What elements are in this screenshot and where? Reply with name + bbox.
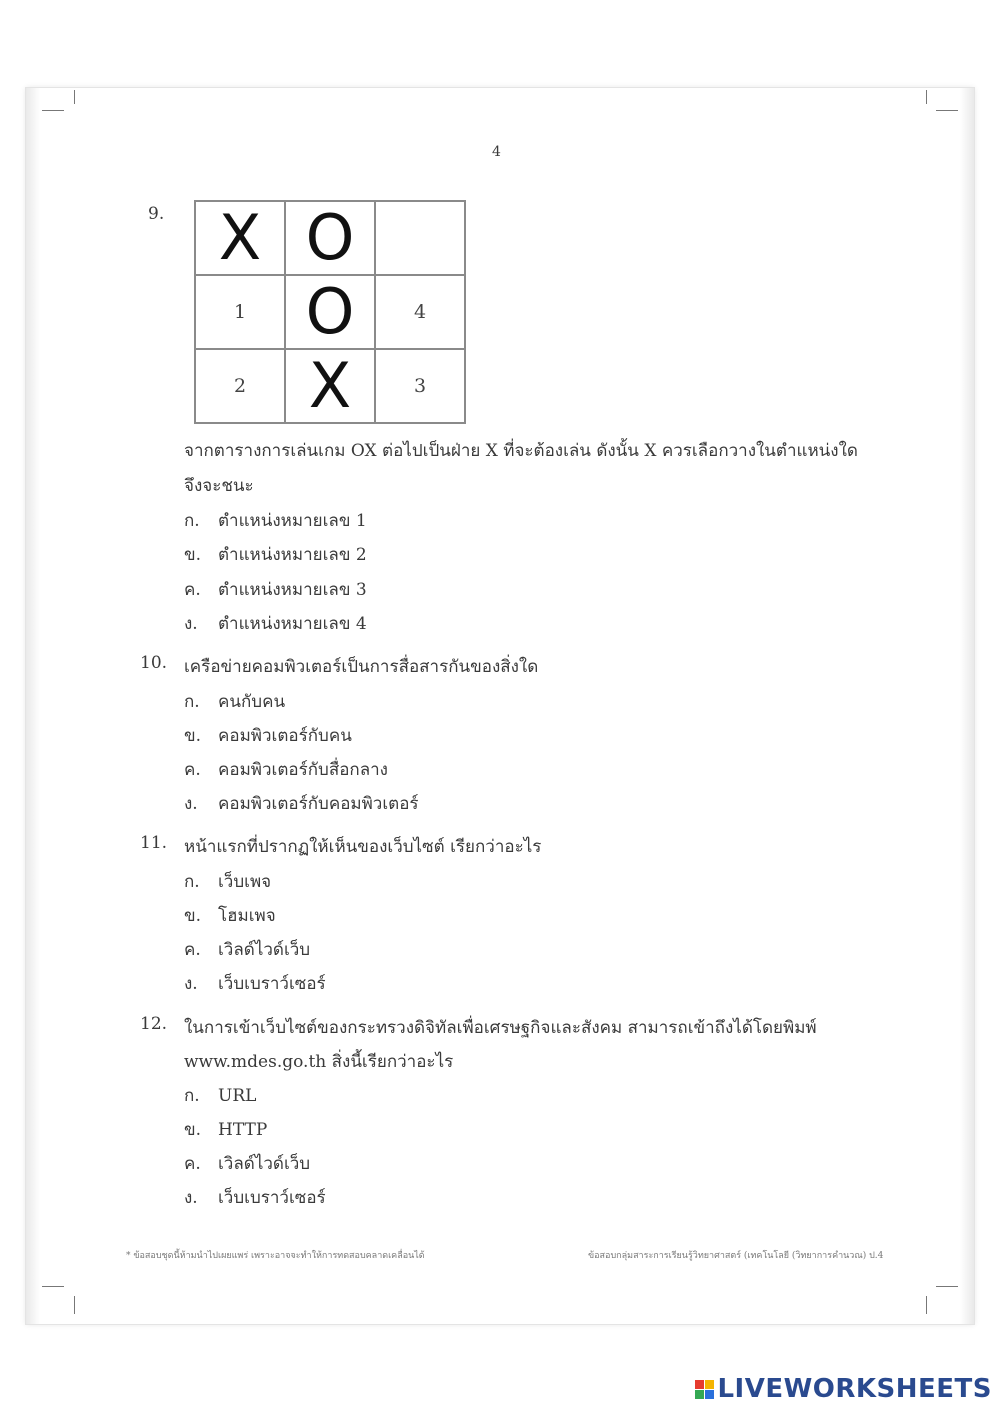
choice-letter: ค.	[184, 580, 201, 600]
choice-text: คอมพิวเตอร์กับสื่อกลาง	[218, 760, 388, 780]
choice-item[interactable]	[184, 610, 367, 637]
o-mark: O	[305, 201, 355, 274]
question-11-number: 11.	[140, 833, 168, 853]
choice-letter: ข.	[184, 545, 202, 565]
page-number: 4	[492, 144, 501, 160]
grid-cell	[375, 275, 465, 349]
choice-item[interactable]	[184, 576, 367, 603]
x-mark: X	[218, 201, 262, 274]
crop-mark	[42, 110, 64, 111]
crop-mark	[74, 90, 75, 104]
position-label-2: 2	[233, 375, 247, 397]
choice-letter: ก.	[184, 872, 200, 892]
crop-mark	[42, 1286, 64, 1287]
choice-item[interactable]	[184, 1082, 256, 1109]
choice-letter: ง.	[184, 614, 198, 634]
crop-mark	[936, 1286, 958, 1287]
choice-letter: ข.	[184, 726, 202, 746]
grid-cell	[375, 201, 465, 275]
choice-letter: ค.	[184, 760, 201, 780]
choice-text: คอมพิวเตอร์กับคน	[218, 726, 352, 746]
choice-text: ตำแหน่งหมายเลข 3	[218, 580, 367, 600]
footer-note-right: ข้อสอบกลุ่มสาระการเรียนรู้วิทยาศาสตร์ (เทคโนโลยี (วิทยาการคำนวณ) ป.4	[588, 1251, 884, 1261]
question-12-text: ในการเข้าเว็บไซต์ของกระทรวงดิจิทัลเพื่อเศรษฐกิจและสังคม สามารถเข้าถึงได้โดยพิมพ์	[184, 1018, 817, 1038]
question-9-text: จากตารางการเล่นเกม OX ต่อไปเป็นฝ่าย X ที่จะต้องเล่น ดังนั้น X ควรเลือกวางในตำแหน่งใด	[184, 441, 858, 461]
choice-item[interactable]	[184, 790, 419, 817]
scanned-page	[26, 88, 974, 1324]
choice-letter: ข.	[184, 906, 202, 926]
o-mark: O	[305, 275, 355, 348]
grid-cell	[285, 275, 375, 349]
logo-block	[695, 1390, 704, 1399]
choice-text: คอมพิวเตอร์กับคอมพิวเตอร์	[218, 794, 419, 814]
choice-letter: ง.	[184, 794, 198, 814]
choice-item[interactable]	[184, 970, 326, 997]
logo-block	[695, 1380, 704, 1389]
choice-text: เว็บเบราว์เซอร์	[218, 974, 326, 994]
choice-text: URL	[218, 1086, 257, 1106]
choice-text: ตำแหน่งหมายเลข 4	[218, 614, 367, 634]
choice-letter: ค.	[184, 1154, 201, 1174]
watermark-text: LIVEWORKSHEETS	[717, 1374, 992, 1404]
question-9-number: 9.	[148, 204, 165, 224]
choice-letter: ค.	[184, 940, 201, 960]
liveworksheets-logo-icon	[695, 1380, 714, 1399]
choice-text: เวิลด์ไวด์เว็บ	[218, 940, 311, 960]
choice-item[interactable]	[184, 507, 367, 534]
question-11-text: หน้าแรกที่ปรากฏให้เห็นของเว็บไซต์ เรียกว่าอะไร	[184, 837, 542, 857]
logo-block	[705, 1380, 714, 1389]
choice-item[interactable]	[184, 541, 367, 568]
choice-letter: ก.	[184, 511, 200, 531]
footer-note-left: * ข้อสอบชุดนี้ห้ามนำไปเผยแพร่ เพราะอาจจะทำให้การทดสอบคลาดเคลื่อนได้	[126, 1251, 425, 1261]
liveworksheets-watermark	[695, 1376, 992, 1402]
grid-cell	[375, 349, 465, 423]
question-12-number: 12.	[140, 1014, 168, 1034]
choice-letter: ก.	[184, 1086, 200, 1106]
choice-item[interactable]	[184, 936, 310, 963]
tic-tac-toe-grid	[194, 200, 466, 424]
choice-text: HTTP	[218, 1120, 268, 1140]
grid-cell	[285, 349, 375, 423]
grid-cell	[195, 349, 285, 423]
question-10-number: 10.	[140, 653, 168, 673]
position-label-1: 1	[233, 301, 247, 323]
choice-item[interactable]	[184, 868, 271, 895]
choice-text: โฮมเพจ	[218, 906, 276, 926]
question-12-text-cont: www.mdes.go.th สิ่งนี้เรียกว่าอะไร	[184, 1052, 454, 1072]
crop-mark	[936, 110, 958, 111]
grid-cell	[285, 201, 375, 275]
grid-cell	[195, 275, 285, 349]
choice-item[interactable]	[184, 1184, 326, 1211]
crop-mark	[926, 1296, 927, 1314]
question-10-text: เครือข่ายคอมพิวเตอร์เป็นการสื่อสารกันของสิ่งใด	[184, 657, 539, 677]
choice-item[interactable]	[184, 722, 352, 749]
crop-mark	[74, 1296, 75, 1314]
choice-item[interactable]	[184, 1116, 267, 1143]
choice-letter: ง.	[184, 1188, 198, 1208]
grid-cell	[195, 201, 285, 275]
choice-letter: ข.	[184, 1120, 202, 1140]
position-label-4: 4	[413, 301, 427, 323]
position-label-3: 3	[413, 375, 427, 397]
x-mark: X	[308, 349, 352, 422]
choice-item[interactable]	[184, 1150, 310, 1177]
choice-text: เวิลด์ไวด์เว็บ	[218, 1154, 311, 1174]
logo-block	[705, 1390, 714, 1399]
choice-text: คนกับคน	[218, 692, 286, 712]
choice-item[interactable]	[184, 756, 388, 783]
choice-letter: ก.	[184, 692, 200, 712]
choice-text: เว็บเบราว์เซอร์	[218, 1188, 326, 1208]
choice-text: เว็บเพจ	[218, 872, 272, 892]
question-9-text-cont: จึงจะชนะ	[184, 476, 254, 496]
choice-item[interactable]	[184, 902, 276, 929]
choice-text: ตำแหน่งหมายเลข 1	[218, 511, 367, 531]
choice-item[interactable]	[184, 688, 285, 715]
choice-letter: ง.	[184, 974, 198, 994]
crop-mark	[926, 90, 927, 104]
choice-text: ตำแหน่งหมายเลข 2	[218, 545, 367, 565]
